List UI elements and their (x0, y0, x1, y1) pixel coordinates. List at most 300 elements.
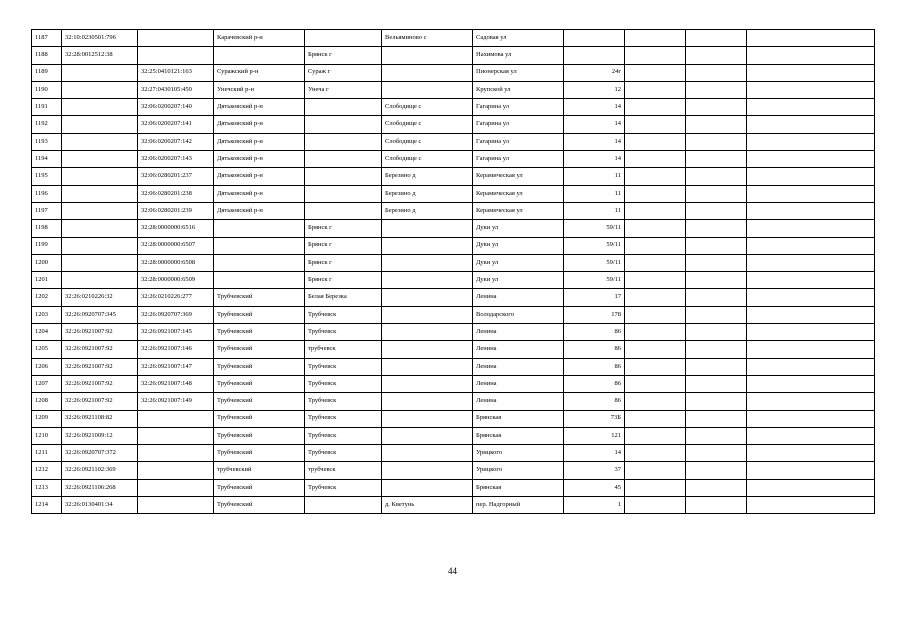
district-cell: Трубчевский (214, 358, 305, 375)
street-cell: Керамическая ул (473, 185, 564, 202)
house-number-cell: 14 (564, 445, 625, 462)
district-cell: Трубчевский (214, 306, 305, 323)
district-cell: Карачевский р-н (214, 30, 305, 47)
street-cell: Брянская (473, 479, 564, 496)
extra-cell-2 (686, 99, 747, 116)
extra-cell-3 (747, 272, 875, 289)
street-cell: Володарского (473, 306, 564, 323)
building-cadastral-cell (138, 410, 214, 427)
locality-cell: Слободище с (382, 116, 473, 133)
cadastral-number-cell: 32:26:0921007:92 (62, 393, 138, 410)
street-cell: Гагарина ул (473, 133, 564, 150)
row-number-cell: 1202 (32, 289, 62, 306)
house-number-cell: 59/11 (564, 254, 625, 271)
extra-cell-2 (686, 168, 747, 185)
cadastral-number-cell (62, 116, 138, 133)
district-cell: Трубчевский (214, 410, 305, 427)
house-number-cell: 45 (564, 479, 625, 496)
cadastral-number-cell (62, 151, 138, 168)
building-cadastral-cell: 32:26:0921007:145 (138, 324, 214, 341)
street-cell: Ленина (473, 393, 564, 410)
district-cell: Дятьковский р-н (214, 133, 305, 150)
extra-cell-1 (625, 151, 686, 168)
house-number-cell: 11 (564, 202, 625, 219)
extra-cell-1 (625, 462, 686, 479)
extra-cell-2 (686, 272, 747, 289)
cadastral-number-cell: 32:26:0130401:34 (62, 497, 138, 514)
table-row (32, 341, 875, 358)
house-number-cell: 178 (564, 306, 625, 323)
row-number-cell: 1206 (32, 358, 62, 375)
table-row (32, 272, 875, 289)
extra-cell-1 (625, 358, 686, 375)
cadastral-number-cell: 32:26:0921009:12 (62, 427, 138, 444)
table-row (32, 168, 875, 185)
street-cell: Керамическая ул (473, 168, 564, 185)
district-cell: трубчевский (214, 462, 305, 479)
building-cadastral-cell (138, 47, 214, 64)
locality-cell (382, 393, 473, 410)
city-cell: Трубчевск (305, 324, 382, 341)
city-cell: Брянск г (305, 47, 382, 64)
city-cell: Брянск г (305, 220, 382, 237)
table-row (32, 289, 875, 306)
extra-cell-1 (625, 272, 686, 289)
table-row (32, 202, 875, 219)
extra-cell-3 (747, 254, 875, 271)
street-cell: Гагарина ул (473, 151, 564, 168)
house-number-cell: 59/11 (564, 220, 625, 237)
extra-cell-3 (747, 445, 875, 462)
city-cell: Трубчевск (305, 306, 382, 323)
locality-cell (382, 237, 473, 254)
extra-cell-3 (747, 116, 875, 133)
city-cell: Брянск г (305, 237, 382, 254)
row-number-cell: 1200 (32, 254, 62, 271)
extra-cell-3 (747, 202, 875, 219)
locality-cell (382, 220, 473, 237)
extra-cell-1 (625, 185, 686, 202)
table-body (32, 30, 875, 514)
extra-cell-2 (686, 185, 747, 202)
locality-cell (382, 81, 473, 98)
extra-cell-1 (625, 375, 686, 392)
building-cadastral-cell: 32:26:0921007:146 (138, 341, 214, 358)
table-row (32, 306, 875, 323)
extra-cell-2 (686, 151, 747, 168)
row-number-cell: 1205 (32, 341, 62, 358)
building-cadastral-cell: 32:28:0000000:6507 (138, 237, 214, 254)
district-cell: Трубчевский (214, 324, 305, 341)
extra-cell-3 (747, 375, 875, 392)
row-number-cell: 1199 (32, 237, 62, 254)
district-cell: Дятьковский р-н (214, 116, 305, 133)
extra-cell-3 (747, 358, 875, 375)
building-cadastral-cell (138, 427, 214, 444)
extra-cell-1 (625, 47, 686, 64)
row-number-cell: 1212 (32, 462, 62, 479)
table-row (32, 462, 875, 479)
city-cell: Трубчевск (305, 375, 382, 392)
house-number-cell: 17 (564, 289, 625, 306)
house-number-cell: 73Б (564, 410, 625, 427)
city-cell: Трубчевск (305, 410, 382, 427)
row-number-cell: 1189 (32, 64, 62, 81)
row-number-cell: 1198 (32, 220, 62, 237)
row-number-cell: 1190 (32, 81, 62, 98)
city-cell: Трубчевск (305, 393, 382, 410)
building-cadastral-cell (138, 497, 214, 514)
extra-cell-3 (747, 220, 875, 237)
building-cadastral-cell: 32:06:0280201:238 (138, 185, 214, 202)
registry-table (31, 29, 875, 514)
extra-cell-2 (686, 81, 747, 98)
street-cell: Гагарина ул (473, 99, 564, 116)
street-cell: Дуки ул (473, 220, 564, 237)
street-cell: Ленина (473, 358, 564, 375)
house-number-cell: 11 (564, 185, 625, 202)
street-cell: Керамическая ул (473, 202, 564, 219)
building-cadastral-cell: 32:28:0000000:6508 (138, 254, 214, 271)
locality-cell (382, 341, 473, 358)
house-number-cell: 86 (564, 393, 625, 410)
house-number-cell: 37 (564, 462, 625, 479)
street-cell: Ленина (473, 375, 564, 392)
extra-cell-2 (686, 445, 747, 462)
row-number-cell: 1193 (32, 133, 62, 150)
table-row (32, 479, 875, 496)
district-cell: Дятьковский р-н (214, 151, 305, 168)
extra-cell-2 (686, 47, 747, 64)
extra-cell-3 (747, 479, 875, 496)
table-row (32, 133, 875, 150)
extra-cell-1 (625, 410, 686, 427)
cadastral-number-cell: 32:26:0210226:32 (62, 289, 138, 306)
table-row (32, 497, 875, 514)
house-number-cell: 24г (564, 64, 625, 81)
locality-cell (382, 306, 473, 323)
locality-cell: Слободище с (382, 99, 473, 116)
extra-cell-3 (747, 64, 875, 81)
district-cell (214, 47, 305, 64)
city-cell: Трубчевск (305, 358, 382, 375)
cadastral-number-cell (62, 202, 138, 219)
extra-cell-1 (625, 64, 686, 81)
row-number-cell: 1203 (32, 306, 62, 323)
table-row (32, 116, 875, 133)
locality-cell (382, 47, 473, 64)
cadastral-number-cell (62, 81, 138, 98)
row-number-cell: 1192 (32, 116, 62, 133)
row-number-cell: 1201 (32, 272, 62, 289)
building-cadastral-cell: 32:06:0200207:143 (138, 151, 214, 168)
house-number-cell: 59/11 (564, 272, 625, 289)
extra-cell-1 (625, 393, 686, 410)
house-number-cell: 86 (564, 324, 625, 341)
street-cell: Дуки ул (473, 272, 564, 289)
table-row (32, 151, 875, 168)
district-cell: Дятьковский р-н (214, 202, 305, 219)
street-cell: Садовая ул (473, 30, 564, 47)
row-number-cell: 1195 (32, 168, 62, 185)
extra-cell-1 (625, 133, 686, 150)
street-cell: Ленина (473, 341, 564, 358)
district-cell: Трубчевский (214, 427, 305, 444)
extra-cell-2 (686, 497, 747, 514)
city-cell (305, 99, 382, 116)
district-cell: Трубчевский (214, 393, 305, 410)
extra-cell-1 (625, 202, 686, 219)
cadastral-number-cell (62, 220, 138, 237)
cadastral-number-cell (62, 64, 138, 81)
row-number-cell: 1196 (32, 185, 62, 202)
building-cadastral-cell: 32:26:0921007:149 (138, 393, 214, 410)
locality-cell: Слободище с (382, 133, 473, 150)
district-cell: Суражский р-н (214, 64, 305, 81)
street-cell: Ленина (473, 289, 564, 306)
extra-cell-3 (747, 393, 875, 410)
building-cadastral-cell: 32:28:0000000:6509 (138, 272, 214, 289)
extra-cell-2 (686, 116, 747, 133)
street-cell: Брянская (473, 410, 564, 427)
extra-cell-1 (625, 99, 686, 116)
row-number-cell: 1210 (32, 427, 62, 444)
extra-cell-2 (686, 237, 747, 254)
house-number-cell: 14 (564, 116, 625, 133)
row-number-cell: 1204 (32, 324, 62, 341)
cadastral-number-cell (62, 133, 138, 150)
table-row (32, 358, 875, 375)
cadastral-number-cell: 32:26:0921007:92 (62, 375, 138, 392)
extra-cell-1 (625, 220, 686, 237)
locality-cell (382, 375, 473, 392)
city-cell: Брянск г (305, 254, 382, 271)
extra-cell-2 (686, 462, 747, 479)
extra-cell-2 (686, 220, 747, 237)
table-row (32, 427, 875, 444)
row-number-cell: 1194 (32, 151, 62, 168)
extra-cell-3 (747, 462, 875, 479)
cadastral-number-cell (62, 168, 138, 185)
house-number-cell: 121 (564, 427, 625, 444)
extra-cell-2 (686, 133, 747, 150)
building-cadastral-cell: 32:06:0280201:239 (138, 202, 214, 219)
city-cell: Унеча г (305, 81, 382, 98)
cadastral-number-cell: 32:26:0921102:369 (62, 462, 138, 479)
extra-cell-1 (625, 479, 686, 496)
extra-cell-3 (747, 410, 875, 427)
house-number-cell: 14 (564, 99, 625, 116)
cadastral-number-cell: 32:26:0921106:268 (62, 479, 138, 496)
building-cadastral-cell: 32:06:0280201:237 (138, 168, 214, 185)
extra-cell-2 (686, 358, 747, 375)
building-cadastral-cell: 32:27:0430105:450 (138, 81, 214, 98)
district-cell: Трубчевский (214, 375, 305, 392)
row-number-cell: 1207 (32, 375, 62, 392)
row-number-cell: 1213 (32, 479, 62, 496)
city-cell: Белая Березка (305, 289, 382, 306)
building-cadastral-cell (138, 479, 214, 496)
building-cadastral-cell (138, 445, 214, 462)
locality-cell (382, 358, 473, 375)
city-cell: Трубчевск (305, 479, 382, 496)
cadastral-number-cell: 32:26:0921007:92 (62, 324, 138, 341)
city-cell: Трубчевск (305, 427, 382, 444)
district-cell: Дятьковский р-н (214, 168, 305, 185)
locality-cell (382, 289, 473, 306)
street-cell: Дуки ул (473, 237, 564, 254)
building-cadastral-cell: 32:28:0000000:6516 (138, 220, 214, 237)
district-cell: Дятьковский р-н (214, 99, 305, 116)
building-cadastral-cell: 32:25:0410121:163 (138, 64, 214, 81)
locality-cell (382, 64, 473, 81)
building-cadastral-cell: 32:06:0200207:140 (138, 99, 214, 116)
building-cadastral-cell: 32:26:0921007:148 (138, 375, 214, 392)
city-cell (305, 185, 382, 202)
row-number-cell: 1211 (32, 445, 62, 462)
extra-cell-1 (625, 427, 686, 444)
city-cell (305, 30, 382, 47)
extra-cell-2 (686, 427, 747, 444)
extra-cell-1 (625, 341, 686, 358)
street-cell: Брянская (473, 427, 564, 444)
city-cell: Брянск г (305, 272, 382, 289)
cadastral-number-cell (62, 185, 138, 202)
cadastral-number-cell: 32:10:0230501:796 (62, 30, 138, 47)
house-number-cell: 11 (564, 168, 625, 185)
extra-cell-1 (625, 254, 686, 271)
building-cadastral-cell: 32:06:0200207:142 (138, 133, 214, 150)
extra-cell-3 (747, 427, 875, 444)
table-row (32, 393, 875, 410)
cadastral-number-cell: 32:26:0921007:92 (62, 341, 138, 358)
extra-cell-1 (625, 497, 686, 514)
building-cadastral-cell (138, 462, 214, 479)
cadastral-number-cell: 32:26:0921108:82 (62, 410, 138, 427)
extra-cell-1 (625, 116, 686, 133)
district-cell: Трубчевский (214, 341, 305, 358)
locality-cell (382, 254, 473, 271)
table-row (32, 220, 875, 237)
city-cell (305, 116, 382, 133)
district-cell: Трубчевский (214, 289, 305, 306)
table-row (32, 99, 875, 116)
district-cell: Трубчевский (214, 497, 305, 514)
extra-cell-2 (686, 202, 747, 219)
house-number-cell: 86 (564, 358, 625, 375)
cadastral-number-cell (62, 272, 138, 289)
street-cell: Гагарина ул (473, 116, 564, 133)
street-cell: Урицкого (473, 462, 564, 479)
extra-cell-2 (686, 64, 747, 81)
house-number-cell: 86 (564, 341, 625, 358)
street-cell: Ленина (473, 324, 564, 341)
building-cadastral-cell: 32:26:0921007:147 (138, 358, 214, 375)
extra-cell-3 (747, 81, 875, 98)
extra-cell-3 (747, 30, 875, 47)
extra-cell-3 (747, 341, 875, 358)
house-number-cell: 14 (564, 133, 625, 150)
table-row (32, 237, 875, 254)
extra-cell-1 (625, 237, 686, 254)
table-row (32, 47, 875, 64)
table-row (32, 30, 875, 47)
locality-cell: Березино д (382, 185, 473, 202)
locality-cell (382, 324, 473, 341)
row-number-cell: 1188 (32, 47, 62, 64)
page-number: 44 (448, 566, 457, 576)
table-row (32, 254, 875, 271)
cadastral-number-cell (62, 254, 138, 271)
city-cell: Сураж г (305, 64, 382, 81)
house-number-cell: 59/11 (564, 237, 625, 254)
street-cell: Дуки ул (473, 254, 564, 271)
street-cell: Крупской ул (473, 81, 564, 98)
extra-cell-3 (747, 133, 875, 150)
city-cell (305, 497, 382, 514)
extra-cell-3 (747, 497, 875, 514)
extra-cell-3 (747, 289, 875, 306)
city-cell (305, 168, 382, 185)
cadastral-number-cell: 32:26:0921007:92 (62, 358, 138, 375)
city-cell: Трубчевск (305, 445, 382, 462)
extra-cell-1 (625, 445, 686, 462)
extra-cell-2 (686, 254, 747, 271)
street-cell: Урицкого (473, 445, 564, 462)
extra-cell-3 (747, 306, 875, 323)
table-row (32, 445, 875, 462)
locality-cell (382, 462, 473, 479)
extra-cell-2 (686, 393, 747, 410)
street-cell: пер. Надгорный (473, 497, 564, 514)
district-cell: Дятьковский р-н (214, 185, 305, 202)
table-row (32, 375, 875, 392)
house-number-cell: 12 (564, 81, 625, 98)
district-cell (214, 237, 305, 254)
row-number-cell: 1208 (32, 393, 62, 410)
locality-cell: Березино д (382, 168, 473, 185)
extra-cell-3 (747, 151, 875, 168)
district-cell: Унечский р-н (214, 81, 305, 98)
locality-cell: д. Кветунь (382, 497, 473, 514)
building-cadastral-cell: 32:26:0210226:277 (138, 289, 214, 306)
district-cell: Трубчевский (214, 479, 305, 496)
extra-cell-1 (625, 324, 686, 341)
street-cell: Нахимова ул (473, 47, 564, 64)
house-number-cell: 1 (564, 497, 625, 514)
locality-cell (382, 272, 473, 289)
extra-cell-1 (625, 306, 686, 323)
extra-cell-3 (747, 185, 875, 202)
extra-cell-3 (747, 168, 875, 185)
locality-cell: Березино д (382, 202, 473, 219)
extra-cell-3 (747, 99, 875, 116)
house-number-cell: 14 (564, 151, 625, 168)
extra-cell-2 (686, 306, 747, 323)
extra-cell-1 (625, 289, 686, 306)
house-number-cell (564, 47, 625, 64)
district-cell: Трубчевский (214, 445, 305, 462)
row-number-cell: 1187 (32, 30, 62, 47)
building-cadastral-cell (138, 30, 214, 47)
table-row (32, 81, 875, 98)
extra-cell-3 (747, 237, 875, 254)
city-cell: трубчевск (305, 462, 382, 479)
table-row (32, 64, 875, 81)
table-row (32, 324, 875, 341)
locality-cell (382, 479, 473, 496)
table-row (32, 185, 875, 202)
